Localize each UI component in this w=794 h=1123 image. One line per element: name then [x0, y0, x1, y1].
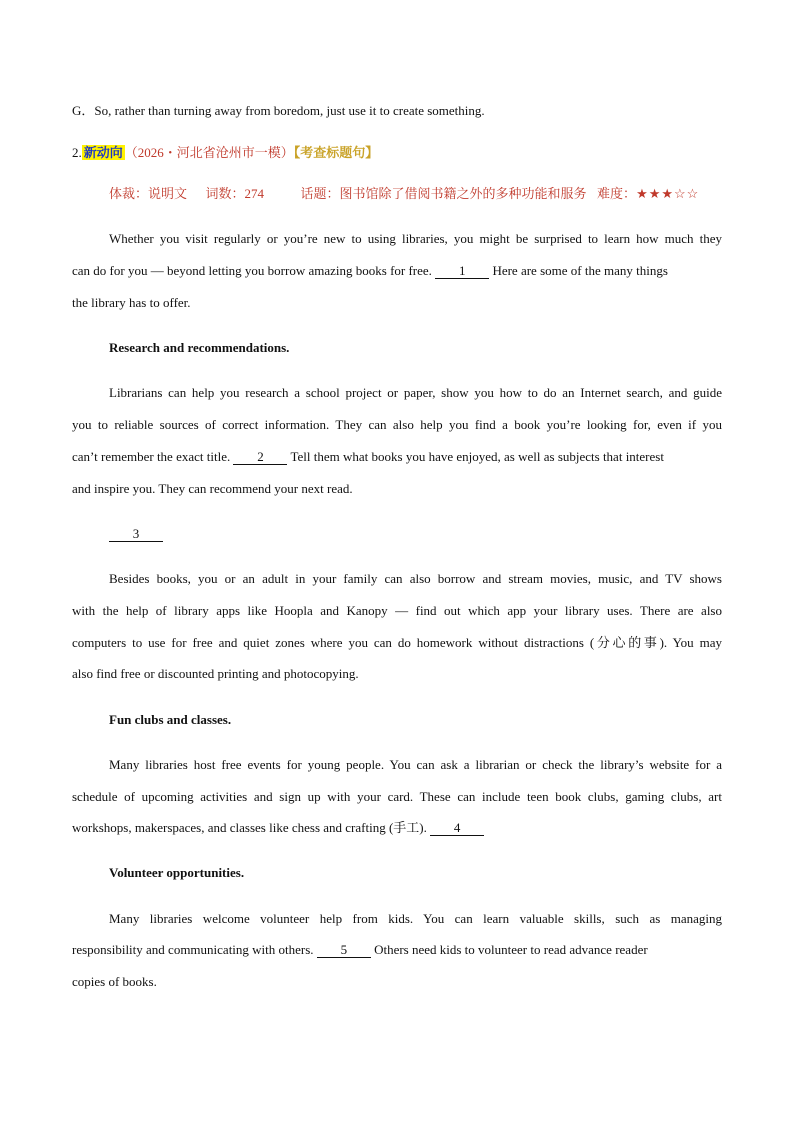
- difficulty-stars: ★★★☆☆: [636, 186, 700, 201]
- p1-line-2-tail: Here are some of the many things: [492, 263, 668, 278]
- p4-line-1: Many libraries host free events for young people. You can ask a librarian or check the library’s website for a: [109, 757, 722, 772]
- p3-line-3: computers to use for free and quiet zones where you can do homework without distractions (分心的事). You may: [72, 635, 722, 650]
- meta-difficulty-label: 难度：: [597, 186, 637, 201]
- meta-genre: 体裁：说明文: [109, 186, 188, 201]
- heading-volunteer: Volunteer opportunities.: [109, 865, 245, 880]
- option-g: G．So, rather than turning away from boredom, just use it to create something.: [72, 103, 485, 118]
- p2-line-1: Librarians can help you research a school project or paper, show you how to do an Internet search, and guide: [109, 385, 722, 400]
- heading-blank-3: [109, 526, 163, 542]
- question-source: （2026・河北省沧州市一模）: [124, 145, 294, 160]
- blank-3[interactable]: 3: [109, 527, 163, 542]
- p5-line-2-text: responsibility and communicating with others.: [72, 942, 314, 957]
- passage-meta: [109, 186, 699, 202]
- question-header: [72, 145, 722, 161]
- p5-line-2-tail: Others need kids to volunteer to read advance reader: [374, 942, 648, 957]
- blank-2[interactable]: 2: [233, 450, 287, 465]
- blank-4[interactable]: 4: [430, 821, 484, 836]
- heading-research: Research and recommendations.: [109, 340, 290, 355]
- p5-line-2: [72, 942, 648, 958]
- p1-line-1: Whether you visit regularly or you’re new to using libraries, you might be surprised to learn how much they: [109, 231, 722, 246]
- p3-line-4: also find free or discounted printing and photocopying.: [72, 666, 359, 681]
- new-trend-tag: 新动向: [83, 145, 123, 160]
- heading-clubs: Fun clubs and classes.: [109, 712, 232, 727]
- p2-line-3-text: can’t remember the exact title.: [72, 449, 231, 464]
- p3-line-2: with the help of library apps like Hoopla and Kanopy — find out which app your library uses. There are also: [72, 603, 722, 618]
- p2-line-3-tail: Tell them what books you have enjoyed, as well as subjects that interest: [290, 449, 664, 464]
- p3-line-1: Besides books, you or an adult in your family can also borrow and stream movies, music, and TV shows: [109, 571, 722, 586]
- blank-5[interactable]: 5: [317, 943, 371, 958]
- p5-line-3: copies of books.: [72, 974, 157, 989]
- p4-line-2: schedule of upcoming activities and sign up with your card. These can include teen book clubs, gaming clubs, art: [72, 789, 722, 804]
- p5-line-1: Many libraries welcome volunteer help from kids. You can learn valuable skills, such as managing: [109, 911, 722, 926]
- p1-line-3: the library has to offer.: [72, 295, 191, 310]
- p4-line-3: [72, 820, 484, 836]
- p1-line-2-text: can do for you — beyond letting you borrow amazing books for free.: [72, 263, 432, 278]
- meta-words: 词数：274: [205, 186, 265, 201]
- p2-line-2: you to reliable sources of correct information. They can also help you find a book you’re looking for, even if you: [72, 417, 722, 432]
- p4-line-3-text: workshops, makerspaces, and classes like chess and crafting (手工).: [72, 820, 427, 835]
- blank-1[interactable]: 1: [435, 264, 489, 279]
- meta-topic: 话题：图书馆除了借阅书籍之外的多种功能和服务: [300, 186, 587, 201]
- p2-line-4: and inspire you. They can recommend your next read.: [72, 481, 353, 496]
- p1-line-2: [72, 263, 668, 279]
- question-number: 2.: [72, 145, 82, 160]
- question-category: 【考查标题句】: [293, 145, 379, 160]
- p2-line-3: [72, 449, 664, 465]
